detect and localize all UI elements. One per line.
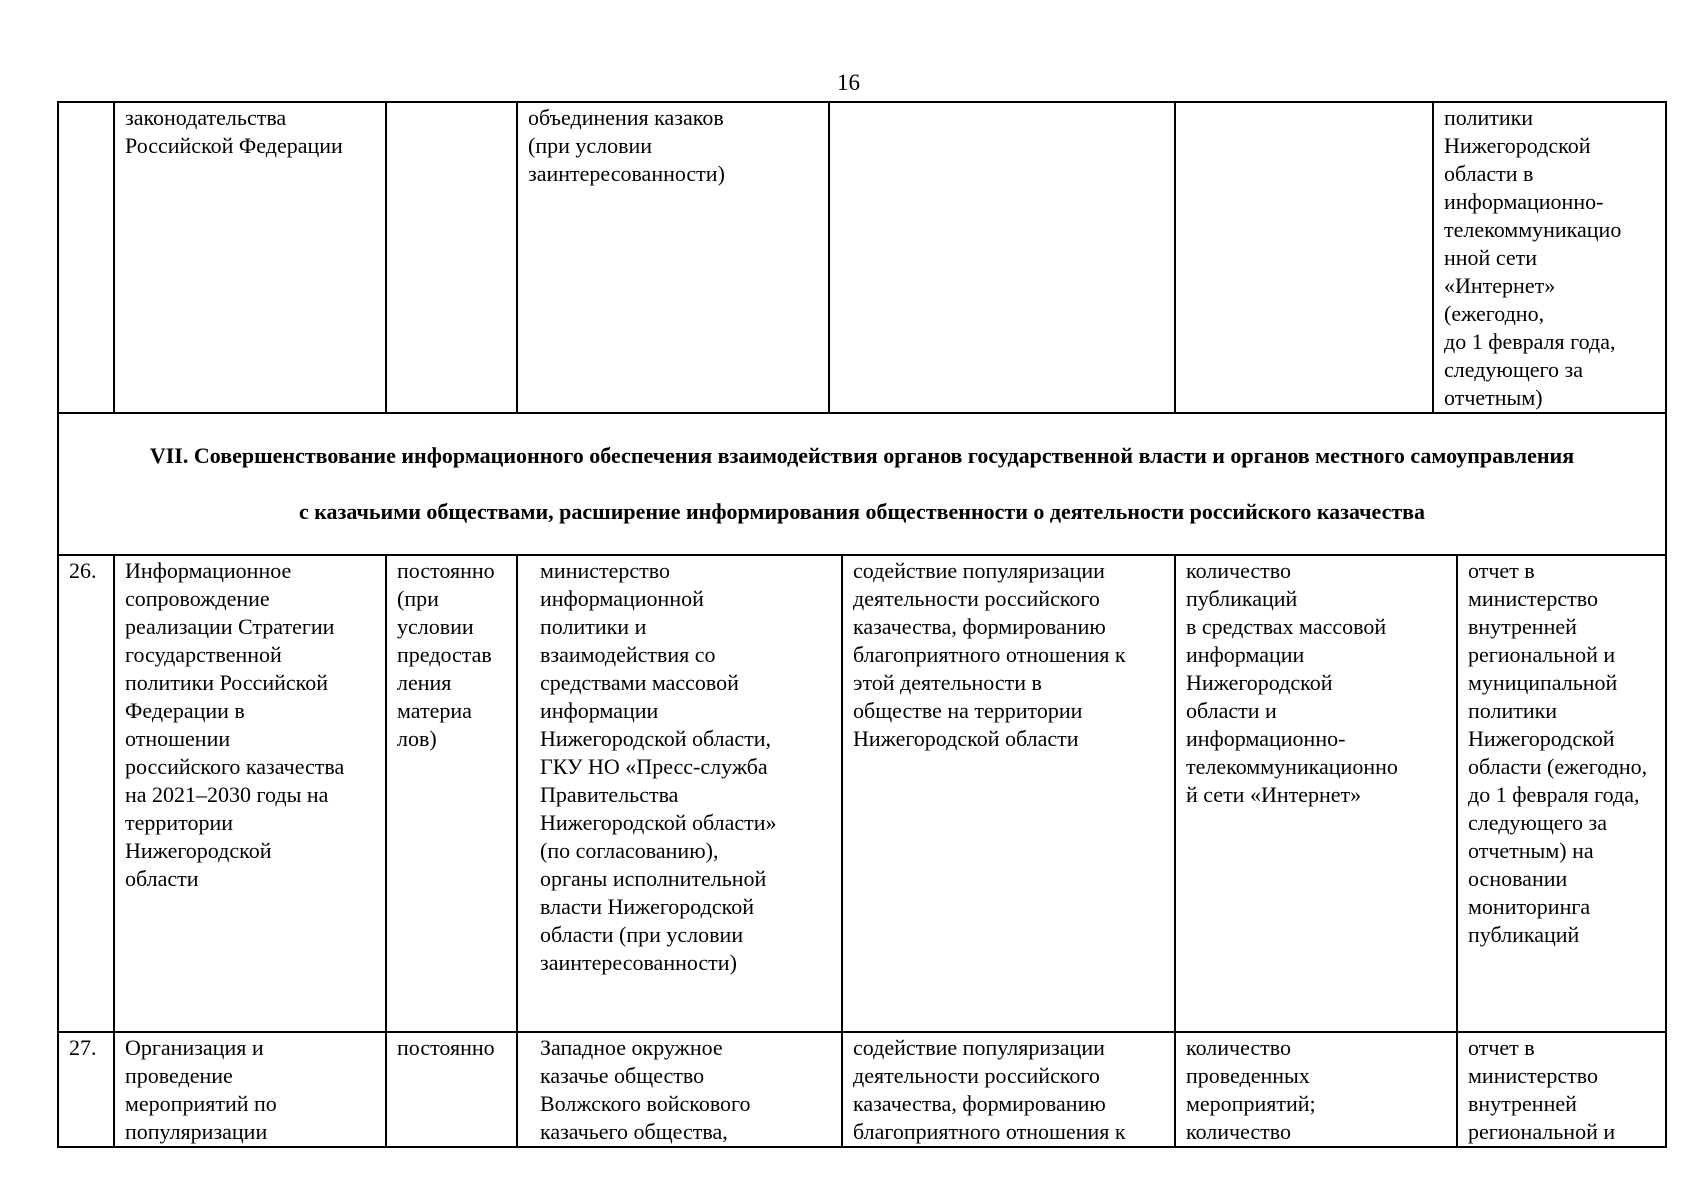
cell-report: политики Нижегородской области в информационно- телекоммуникацио нной сети «Интернет» (ежегодно, до 1 февраля года, следующего за отчетным) — [1433, 102, 1666, 413]
cell-event: законодательства Российской Федерации — [114, 102, 386, 413]
section-header-row — [58, 413, 1666, 555]
cell-result — [829, 102, 1175, 413]
plan-table — [57, 101, 1667, 1148]
table-row — [58, 1032, 1666, 1147]
cell-result: содействие популяризации деятельности российского казачества, формированию благоприятного отношения к этой деятельности в обществе на территории Нижегородской области — [842, 555, 1175, 1032]
cell-number: 27. — [58, 1032, 114, 1147]
cell-report: отчет в министерство внутренней региональной и — [1457, 1032, 1666, 1147]
cell-number: 26. — [58, 555, 114, 1032]
cell-executors: объединения казаков (при условии заинтересованности) — [517, 102, 829, 413]
table-row — [58, 555, 1666, 1032]
cell-executors: Западное окружное казачье общество Волжского войскового казачьего общества, — [517, 1032, 842, 1147]
cell-term — [386, 102, 517, 413]
cell-event: Организация и проведение мероприятий по популяризации — [114, 1032, 386, 1147]
section-title-line-1: VII. Совершенствование информационного обеспечения взаимодействия органов государственной власти и органов местного самоуправления — [149, 443, 1575, 468]
cell-indicator — [1175, 102, 1433, 413]
cell-indicator: количество публикаций в средствах массовой информации Нижегородской области и информационно- телекоммуникационно й сети «Интернет» — [1175, 555, 1457, 1032]
table-row-continuation — [58, 102, 1666, 413]
cell-indicator: количество проведенных мероприятий; количество — [1175, 1032, 1457, 1147]
cell-term: постоянно (при условии предостав ления материа лов) — [386, 555, 517, 1032]
cell-executors: министерство информационной политики и взаимодействия со средствами массовой информации Нижегородской области, ГКУ НО «Пресс-служба Правительства Нижегородской области» (по согласованию), органы исполнительной власти Нижегородской области (при условии заинтересованности) — [517, 555, 842, 1032]
section-title-line-2: с казачьими обществами, расширение информирования общественности о деятельности российского казачества — [298, 499, 1426, 524]
cell-report: отчет в министерство внутренней региональной и муниципальной политики Нижегородской области (ежегодно, до 1 февраля года, следующего за отчетным) на основании мониторинга публикаций — [1457, 555, 1666, 1032]
cell-event: Информационное сопровождение реализации Стратегии государственной политики Российской Федерации в отношении российского казачества на 2021–2030 годы на территории Нижегородской области — [114, 555, 386, 1032]
page-number: 16 — [837, 70, 860, 95]
cell-term: постоянно — [386, 1032, 517, 1147]
section-title — [58, 413, 1666, 555]
cell-number — [58, 102, 114, 413]
cell-result: содействие популяризации деятельности российского казачества, формированию благоприятного отношения к — [842, 1032, 1175, 1147]
